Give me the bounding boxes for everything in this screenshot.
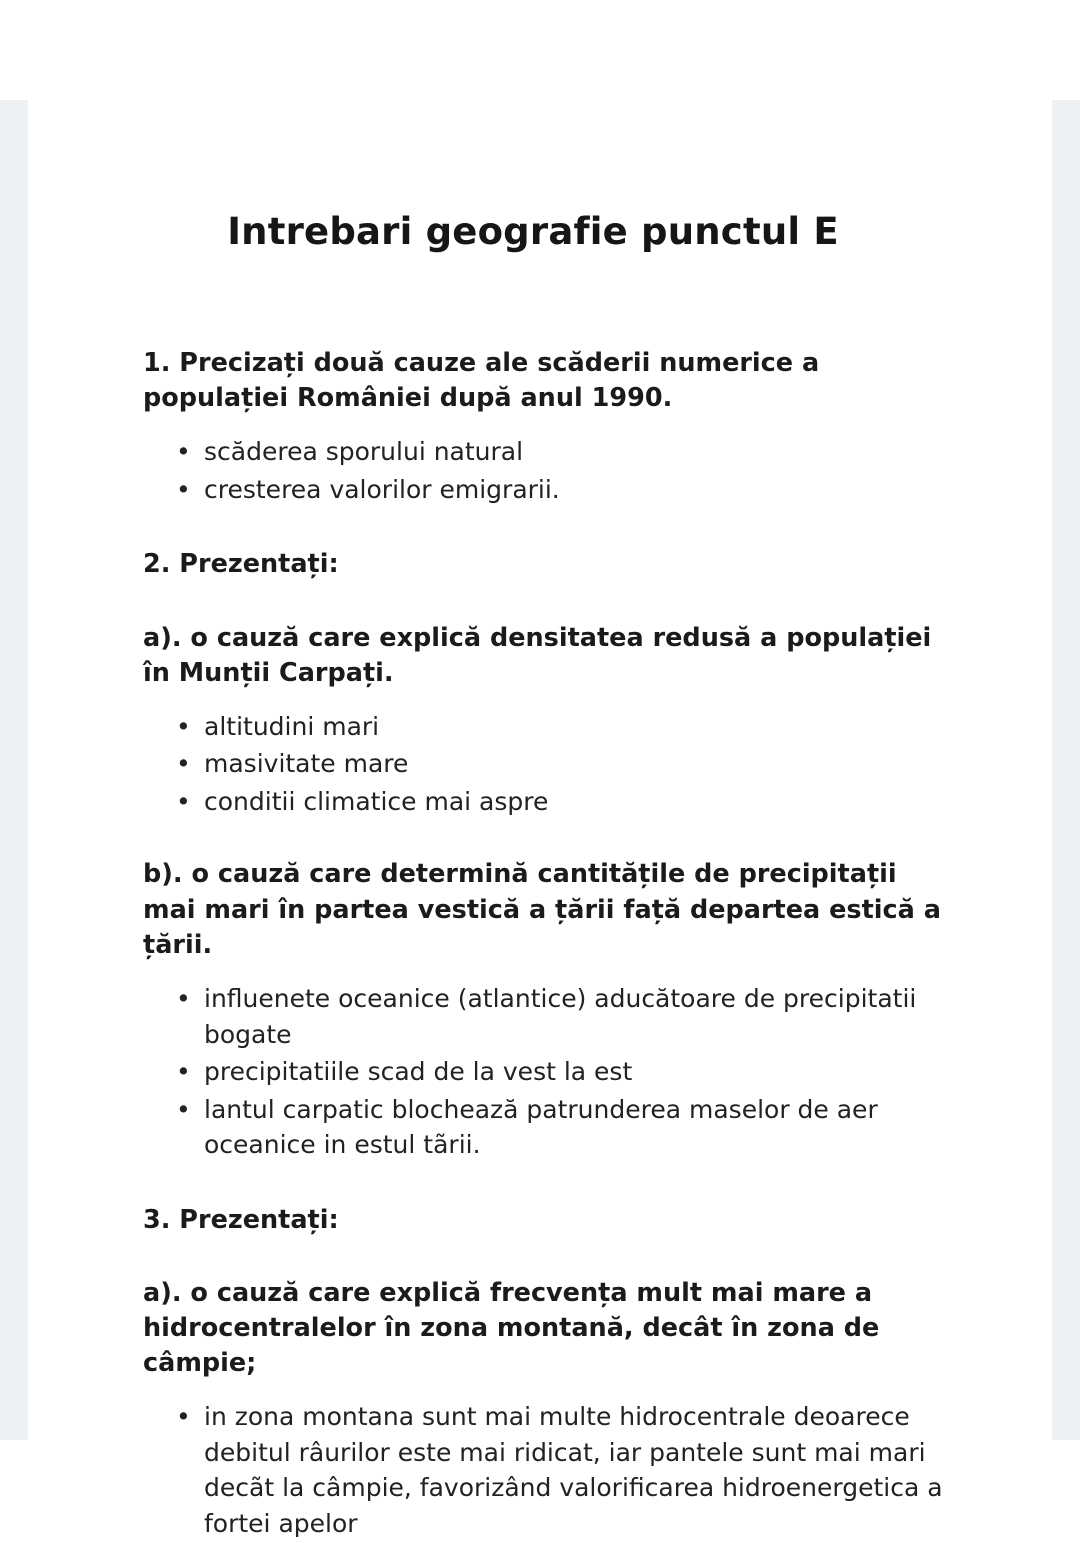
answer-list-2b: [143, 981, 943, 1163]
answer-list-1: [143, 434, 943, 507]
list-item: [143, 1092, 943, 1163]
list-item: [143, 472, 943, 508]
answer-text: influenete oceanice (atlantice) aducătoare de precipitatii bogate: [204, 984, 917, 1049]
question-heading-2a: a). o cauză care explică densitatea redusă a populației în Munții Carpați.: [143, 622, 932, 688]
bullet-icon: •: [176, 711, 191, 741]
answer-text: scăderea sporului natural: [204, 437, 524, 467]
list-item: [143, 784, 943, 820]
answer-text: conditii climatice mai aspre: [204, 786, 549, 816]
answer-list-3a: [143, 1399, 943, 1541]
list-item: [143, 434, 943, 470]
question-heading-3: 3. Prezentați:: [143, 1204, 339, 1235]
document-page: [28, 100, 1052, 1538]
bullet-icon: •: [176, 1057, 191, 1086]
list-item: [143, 1054, 943, 1090]
page-margin-strip-left: [0, 100, 28, 1440]
list-item: [143, 981, 943, 1052]
list-item: [143, 746, 943, 782]
answer-text: masivitate mare: [204, 749, 409, 779]
bullet-icon: •: [176, 1402, 191, 1432]
answer-text: lantul carpatic blochează patrunderea maselor de aer oceanice in estul tãrii.: [204, 1094, 878, 1159]
question-heading-2: 2. Prezentați:: [143, 549, 339, 580]
bullet-icon: •: [176, 474, 191, 504]
question-heading-2b: b). o cauză care determină cantitățile de precipitații mai mari în partea vestică a țării față departea estică a țării.: [143, 859, 941, 960]
list-item: [143, 709, 943, 745]
answer-text: precipitatiile scad de la vest la est: [204, 1057, 633, 1086]
page-title: Intrebari geografie punctul E: [227, 210, 839, 253]
answer-text: altitudini mari: [204, 711, 380, 741]
question-heading-3a: a). o cauză care explică frecvența mult mai mare a hidrocentralelor în zona montană, decât în zona de câmpie;: [143, 1277, 880, 1379]
answer-list-2a: [143, 709, 943, 820]
bullet-icon: •: [176, 749, 191, 779]
bullet-icon: •: [176, 1094, 191, 1124]
bullet-icon: •: [176, 786, 191, 816]
page-margin-strip-right: [1052, 100, 1080, 1440]
bullet-icon: •: [176, 984, 191, 1013]
document-body: [143, 100, 943, 1543]
answer-text: cresterea valorilor emigrarii.: [204, 474, 560, 504]
bullet-icon: •: [176, 437, 191, 467]
question-heading-1: 1. Precizați două cauze ale scăderii numerice a populației României după anul 1990.: [143, 348, 820, 414]
list-item: [143, 1399, 943, 1541]
answer-text: in zona montana sunt mai multe hidrocentrale deoarece debitul râurilor este mai ridicat, iar pantele sunt mai mari decãt la câmpie, favorizând valorificarea hidroenergetica a fortei apelor: [204, 1402, 943, 1538]
